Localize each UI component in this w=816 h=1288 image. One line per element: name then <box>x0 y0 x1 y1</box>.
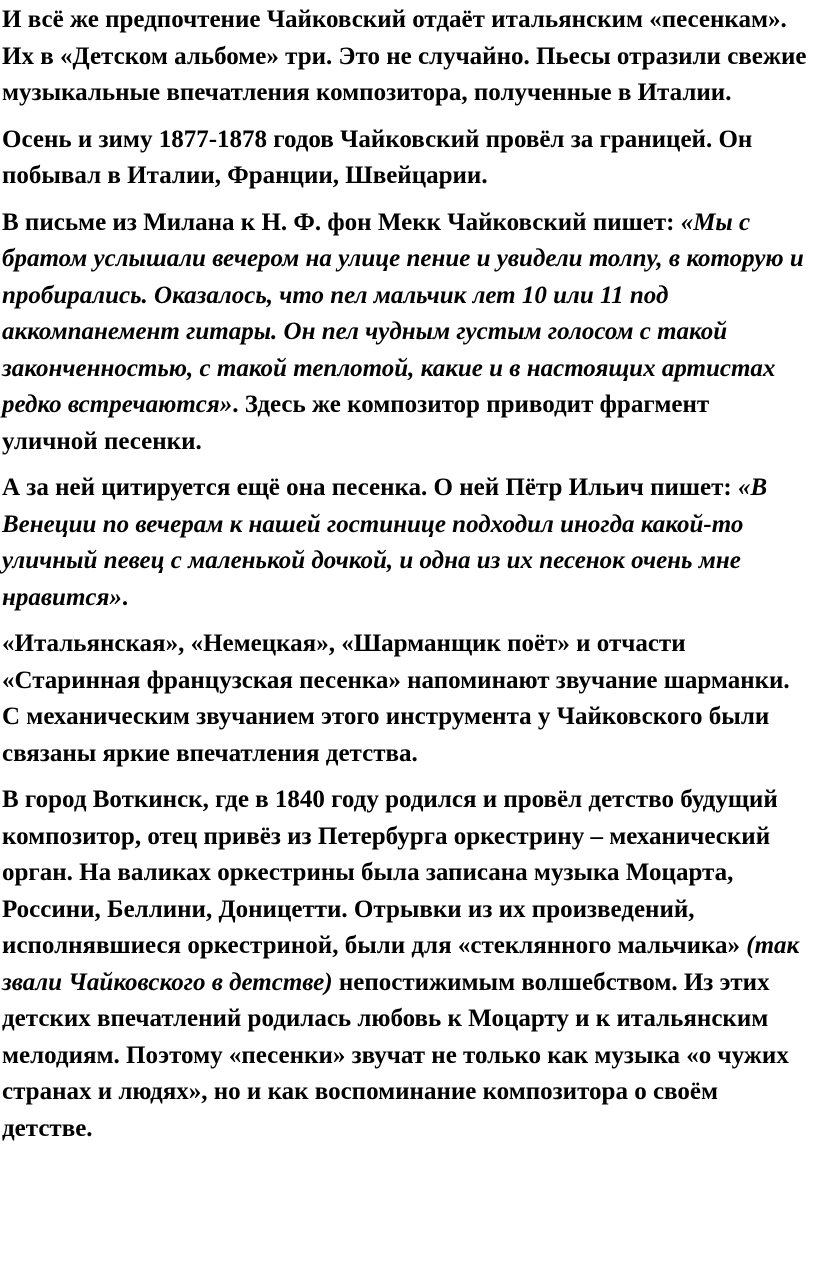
text-segment: непостижимым волшебством. Из этих детских впечатлений родилась любовь к Моцарту и к итальянским мелодиям. Поэтому «песенки» звучат не только как музыка «о чужих странах и людях», но и как воспоминание композитора о своём детстве. <box>2 968 789 1142</box>
text-segment: В письме из Милана к Н. Ф. фон Мекк Чайковский пишет: <box>2 208 681 236</box>
text-segment: В город Воткинск, где в 1840 году родился и провёл детство будущий композитор, отец привёз из Петербурга оркестрину – механический орган. На валиках оркестрины была записана музыка Моцарта, Россини, Беллини, Доницетти. Отрывки из их произведений, исполнявшиеся оркестриной, были для «стеклянного мальчика» <box>2 786 778 959</box>
text-segment: Осень и зиму 1877-1878 годов Чайковский провёл за границей. Он побывал в Италии, Франции, Швейцарии. <box>2 125 753 189</box>
paragraph-milan-letter <box>2 205 810 461</box>
aside-italic: (так звали Чайковского в детстве) <box>2 932 800 996</box>
paragraph-travel-abroad <box>2 122 810 195</box>
paragraph-barrel-organ <box>2 626 810 772</box>
text-segment: И всё же предпочтение Чайковский отдаёт итальянским «песенкам». Их в «Детском альбоме» три. Это не случайно. Пьесы отразили свежие музыкальные впечатления композитора, полученные в Италии. <box>2 6 807 106</box>
text-segment: «Итальянская», «Немецкая», «Шарманщик поёт» и отчасти «Старинная французская песенка» напоминают звучание шарманки. С механическим звучанием этого инструмента у Чайковского были связаны яркие впечатления детства. <box>2 630 790 767</box>
text-segment: . <box>121 583 129 611</box>
quote-italic: «Мы с братом услышали вечером на улице пение и увидели толпу, в которую и пробирались. Оказалось, что пел мальчик лет 10 или 11 под аккомпанемент гитары. Он пел чудным густым голосом с такой законченностью, с такой теплотой, какие и в настоящих артистах редко встречаются» <box>2 208 804 418</box>
quote-italic: «В Венеции по вечерам к нашей гостинице подходил иногда какой-то уличный певец с маленькой дочкой, и одна из их песенок очень мне нравится» <box>2 474 768 611</box>
text-segment: А за ней цитируется ещё она песенка. О ней Пётр Ильич пишет: <box>2 474 738 501</box>
paragraph-venice-quote <box>2 470 810 616</box>
paragraph-votkinsk-childhood <box>2 782 810 1147</box>
text-segment: . Здесь же композитор приводит фрагмент уличной песенки. <box>2 391 710 455</box>
paragraph-italian-songs <box>2 2 810 112</box>
